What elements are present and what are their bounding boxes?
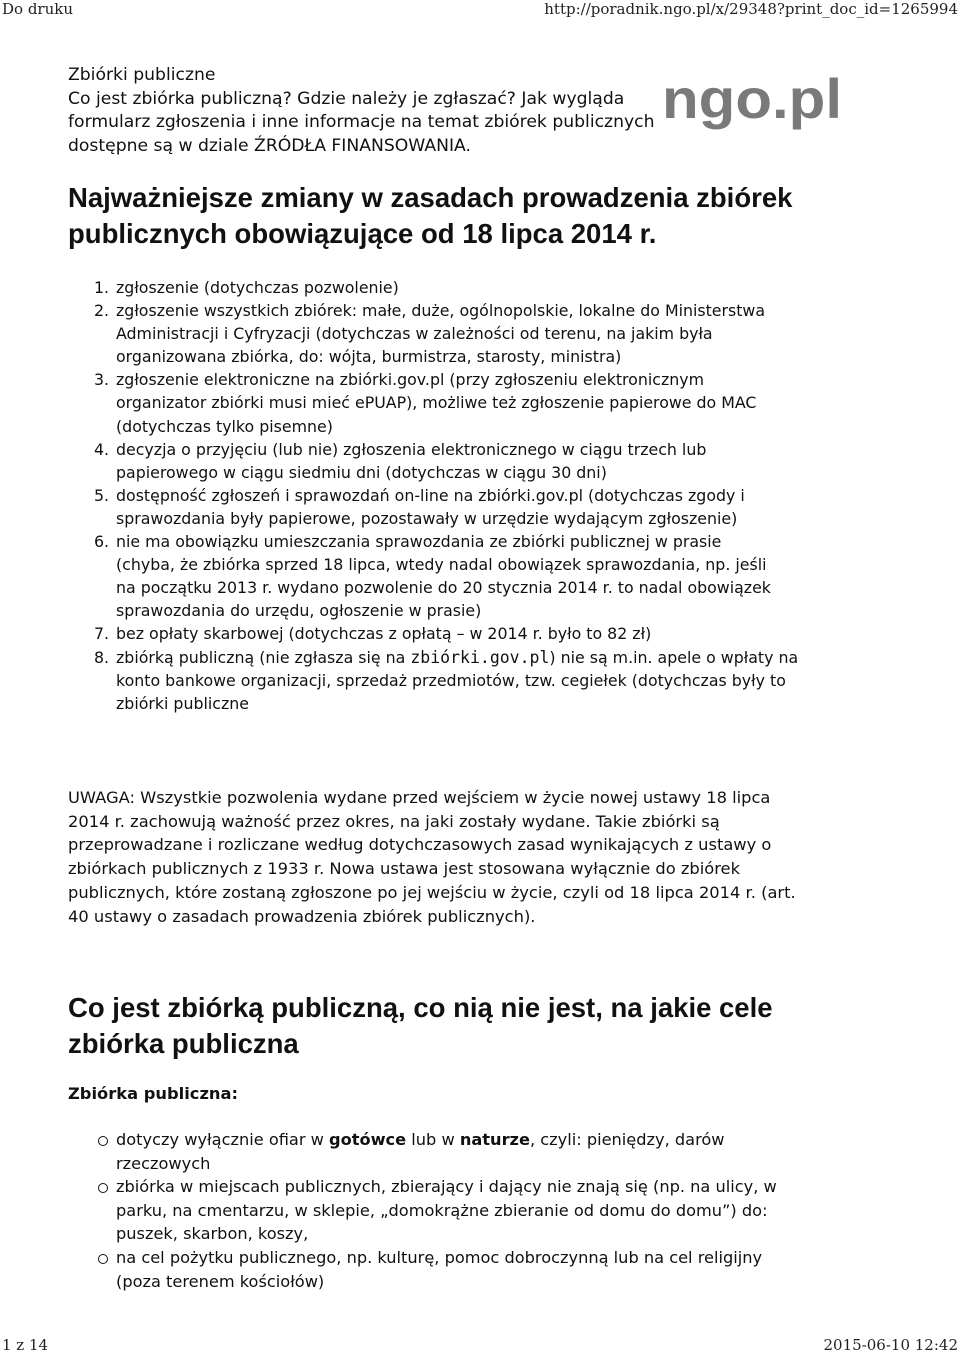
list-item bbox=[94, 646, 874, 715]
list-line: zgłoszenie elektroniczne na zbiórki.gov.pl (przy zgłoszeniu elektronicznym bbox=[116, 370, 704, 390]
list-line: parku, na cmentarzu, w sklepie, „domokrążne zbieranie od domu do domu”) do: bbox=[116, 1200, 768, 1220]
ngo-logo bbox=[662, 68, 842, 130]
list-line bbox=[116, 1128, 818, 1152]
list-item bbox=[98, 1246, 818, 1293]
list-line: (dotychczas tylko pisemne) bbox=[116, 416, 333, 436]
list-line-text: dotyczy wyłącznie ofiar w bbox=[116, 1130, 330, 1149]
list-line: decyzja o przyjęciu (lub nie) zgłoszenia elektronicznego w ciągu trzech lub bbox=[116, 439, 707, 459]
list-item bbox=[94, 276, 874, 299]
list-number: 5. bbox=[94, 485, 110, 505]
definition-heading bbox=[68, 990, 928, 1062]
list-number: 7. bbox=[94, 624, 110, 644]
list-item bbox=[98, 1128, 818, 1175]
list-line: organizator zbiórki musi mieć ePUAP), możliwe też zgłoszenie papierowe do MAC bbox=[116, 393, 757, 413]
list-number: 6. bbox=[94, 532, 110, 552]
heading-line: Najważniejsze zmiany w zasadach prowadzenia zbiórek bbox=[68, 182, 793, 213]
intro-line: formularz zgłoszenia i inne informacje na temat zbiórek publicznych bbox=[68, 112, 655, 132]
page-counter: 1 z 14 bbox=[2, 1336, 49, 1354]
list-line: Administracji i Cyfryzacji (dotychczas w zależności od terenu, na jakim była bbox=[116, 324, 713, 344]
definition-bullets bbox=[98, 1128, 818, 1293]
list-line: puszek, skarbon, koszy, bbox=[116, 1224, 309, 1244]
list-line: dostępność zgłoszeń i sprawozdań on-line na zbiórki.gov.pl (dotychczas zgody i bbox=[116, 485, 745, 505]
print-timestamp: 2015-06-10 12:42 bbox=[823, 1336, 958, 1354]
definition-subheading: Zbiórka publiczna: bbox=[68, 1084, 239, 1103]
list-item bbox=[94, 368, 874, 437]
list-line bbox=[116, 646, 874, 669]
uwaga-line: publicznych, które zostaną zgłoszone po jej wejściu w życie, czyli od 18 lipca 2014 r. (art. bbox=[68, 882, 796, 902]
list-item bbox=[94, 622, 874, 645]
print-header-left: Do druku bbox=[2, 0, 74, 18]
list-item bbox=[98, 1175, 818, 1246]
intro-line: Co jest zbiórka publiczną? Gdzie należy je zgłaszać? Jak wygląda bbox=[68, 88, 625, 109]
list-item bbox=[94, 299, 874, 368]
print-header bbox=[0, 0, 960, 20]
heading-line: Co jest zbiórką publiczną, co nią nie jest, na jakie cele bbox=[68, 992, 773, 1023]
list-line: sprawozdania do urzędu, ogłoszenie w prasie) bbox=[116, 601, 482, 621]
uwaga-line: 40 ustawy o zasadach prowadzenia zbiórek publicznych). bbox=[68, 906, 536, 926]
print-header-url: http://poradnik.ngo.pl/x/29348?print_doc_id=1265994 bbox=[544, 0, 958, 18]
bullet-icon bbox=[98, 1136, 108, 1146]
list-line: zbiórka w miejscach publicznych, zbierający i dający nie znają się (np. na ulicy, w bbox=[116, 1177, 777, 1197]
heading-line: publicznych obowiązujące od 18 lipca 2014 r. bbox=[68, 218, 657, 249]
list-line-text: , czyli: pieniędzy, darów bbox=[529, 1130, 725, 1149]
list-item bbox=[94, 530, 874, 622]
intro-line: dostępne są w dziale ŹRÓDŁA FINANSOWANIA. bbox=[68, 135, 471, 156]
changes-heading bbox=[68, 180, 928, 252]
bold-term: gotówce bbox=[329, 1130, 407, 1149]
uwaga-line: zbiórkach publicznych z 1933 r. Nowa ustawa jest stosowana wyłącznie do zbiórek bbox=[68, 859, 740, 879]
zbiorki-link[interactable]: zbiórki.gov.pl bbox=[410, 647, 550, 667]
list-item bbox=[94, 438, 874, 484]
list-line: zgłoszenie (dotychczas pozwolenie) bbox=[116, 278, 399, 297]
ngo-logo-text: ngo.pl bbox=[662, 68, 842, 130]
list-line: (chyba, że zbiórka sprzed 18 lipca, wtedy nadal obowiązek sprawozdania, np. jeśli bbox=[116, 555, 767, 575]
bullet-icon bbox=[98, 1183, 108, 1193]
list-line: zbiórki publiczne bbox=[116, 693, 249, 713]
list-line: nie ma obowiązku umieszczania sprawozdania ze zbiórki publicznej w prasie bbox=[116, 532, 722, 552]
list-line: na cel pożytku publicznego, np. kulturę, pomoc dobroczynną lub na cel religijny bbox=[116, 1247, 763, 1267]
list-line: rzeczowych bbox=[116, 1153, 211, 1173]
intro-paragraph bbox=[68, 64, 658, 158]
uwaga-line: 2014 r. zachowują ważność przez okres, na jaki zostały wydane. Takie zbiórki są bbox=[68, 811, 720, 831]
intro-line: Zbiórki publiczne bbox=[68, 65, 216, 85]
list-number: 1. bbox=[94, 278, 110, 297]
changes-list bbox=[94, 276, 874, 715]
list-line: sprawozdania były papierowe, pozostawały w urzędzie wydającym zgłoszenie) bbox=[116, 508, 738, 528]
list-line-text: ) nie są m.in. apele o wpłaty na bbox=[549, 647, 799, 667]
list-item bbox=[94, 484, 874, 530]
list-number: 3. bbox=[94, 370, 110, 390]
list-line: konto bankowe organizacji, sprzedaż przedmiotów, tzw. cegiełek (dotychczas były to bbox=[116, 670, 786, 690]
bullet-icon bbox=[98, 1254, 108, 1264]
list-line: organizowana zbiórka, do: wójta, burmistrza, starosty, ministra) bbox=[116, 347, 622, 367]
uwaga-paragraph bbox=[68, 786, 868, 928]
heading-line: zbiórka publiczna bbox=[68, 1028, 299, 1059]
list-line: bez opłaty skarbowej (dotychczas z opłatą – w 2014 r. było to 82 zł) bbox=[116, 624, 652, 644]
uwaga-line: UWAGA: Wszystkie pozwolenia wydane przed wejściem w życie nowej ustawy 18 lipca bbox=[68, 788, 771, 807]
list-number: 8. bbox=[94, 647, 110, 667]
bold-term: naturze bbox=[459, 1130, 530, 1149]
uwaga-line: przeprowadzane i rozliczane według dotychczasowych zasad wynikających z ustawy o bbox=[68, 835, 772, 855]
print-footer bbox=[0, 1336, 960, 1356]
list-line: papierowego w ciągu siedmiu dni (dotychczas w ciągu 30 dni) bbox=[116, 462, 607, 482]
list-line-text: lub w bbox=[406, 1130, 460, 1149]
list-number: 2. bbox=[94, 301, 110, 321]
list-number: 4. bbox=[94, 439, 110, 459]
list-line: na początku 2013 r. wydano pozwolenie do 20 stycznia 2014 r. to nadal obowiązek bbox=[116, 578, 771, 598]
list-line: zgłoszenie wszystkich zbiórek: małe, duże, ogólnopolskie, lokalne do Ministerstwa bbox=[116, 301, 766, 321]
list-line: (poza terenem kościołów) bbox=[116, 1271, 325, 1291]
list-line-text: zbiórką publiczną (nie zgłasza się na bbox=[116, 647, 411, 667]
